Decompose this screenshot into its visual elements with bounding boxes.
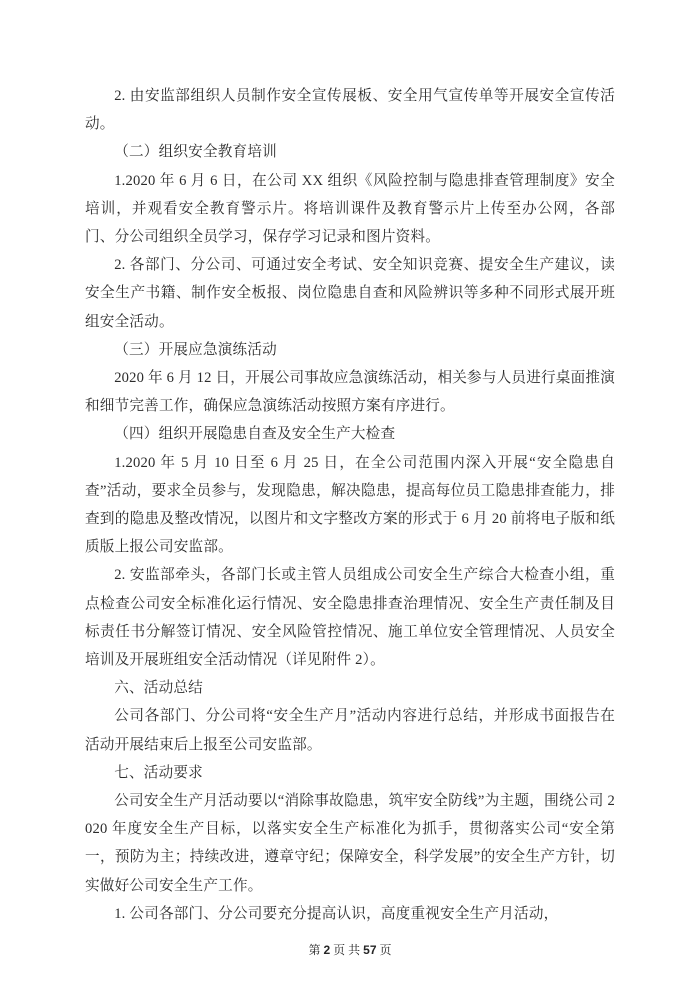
paragraph: 2. 安监部牵头，各部门长或主管人员组成公司安全生产综合大检查小组，重点检查公司安全标准化运行情况、安全隐患排查治理情况、安全生产责任制及目标责任书分解签订情况、安全风险管控情况、施工单位安全管理情况、人员安全培训及开展班组安全活动情况（详见附件 2）。 (85, 567, 615, 669)
paragraph: 公司各部门、分公司将“安全生产月”活动内容进行总结，并形成书面报告在活动开展结束后上报至公司安监部。 (85, 708, 615, 753)
paragraph: 2. 由安监部组织人员制作安全宣传展板、安全用气宣传单等开展安全宣传活动。 (85, 88, 615, 133)
section-heading: （二）组织安全教育培训 (114, 144, 277, 161)
document-body (85, 82, 615, 928)
paragraph: 2. 各部门、分公司、可通过安全考试、安全知识竞赛、提安全生产建议，读安全生产书籍、制作安全板报、岗位隐患自查和风险辨识等多种不同形式展开班组安全活动。 (85, 257, 615, 330)
paragraph: 2020 年 6 月 12 日，开展公司事故应急演练活动，相关参与人员进行桌面推演和细节完善工作，确保应急演练活动按照方案有序进行。 (85, 370, 615, 415)
paragraph: 公司安全生产月活动要以“消除事故隐患，筑牢安全防线”为主题，围绕公司 2020 年度安全生产目标，以落实安全生产标准化为抓手，贯彻落实公司“安全第一，预防为主；持续改进，遵章守纪；保障安全，科学发展”的安全生产方针，切实做好公司安全生产工作。 (85, 793, 615, 894)
paragraph: 1.2020 年 6 月 6 日，在公司 XX 组织《风险控制与隐患排查管理制度》安全培训，并观看安全教育警示片。将培训课件及教育警示片上传至办公网，各部门、分公司组织全员学习，保存学习记录和图片资料。 (85, 172, 615, 246)
page-footer (0, 941, 700, 958)
section-heading: （三）开展应急演练活动 (114, 341, 277, 358)
section-heading: 六、活动总结 (114, 680, 203, 697)
paragraph: 1. 公司各部门、分公司要充分提高认识，高度重视安全生产月活动， (114, 905, 559, 922)
paragraph: 1.2020 年 5 月 10 日至 6 月 25 日，在全公司范围内深入开展“安全隐患自查”活动，要求全员参与，发现隐患，解决隐患，提高每位员工隐患排查能力，排查到的隐患及整改情况，以图片和文字整改方案的形式于 6 月 20 前将电子版和纸质版上报公司安监部。 (85, 454, 615, 556)
section-heading: 七、活动要求 (114, 764, 203, 781)
footer-total-pages: 57 (363, 943, 377, 957)
section-heading: （四）组织开展隐患自查及安全生产大检查 (114, 426, 396, 443)
footer-label-di: 第 (308, 943, 321, 957)
footer-page-number: 2 (323, 943, 331, 957)
footer-label-ye-gong: 页 共 (333, 943, 361, 957)
footer-label-ye: 页 (379, 943, 392, 957)
